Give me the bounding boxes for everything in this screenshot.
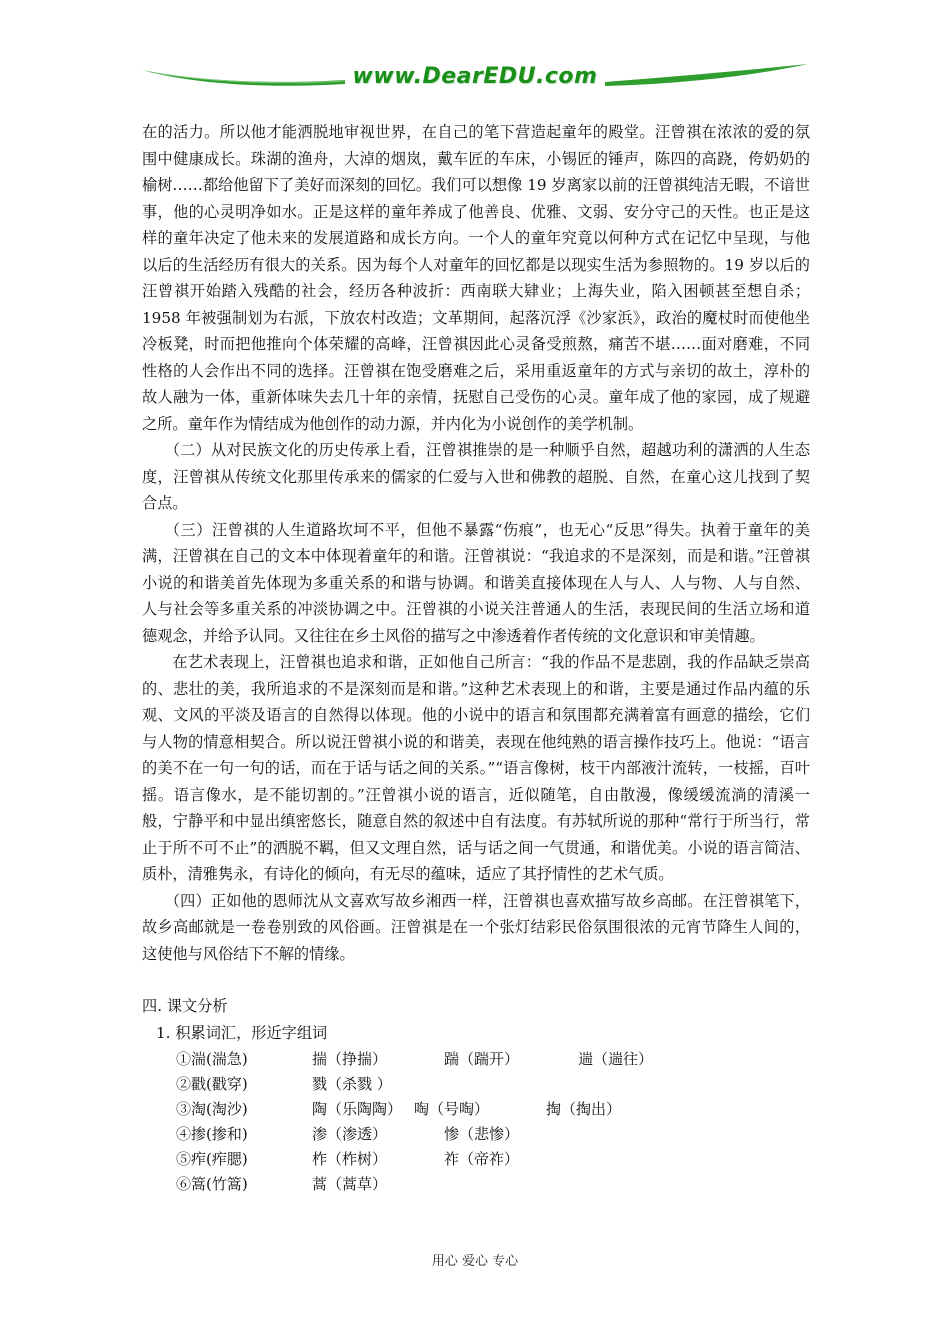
vocab-row: [142, 1146, 810, 1171]
vocab-item: 渗（渗透）: [312, 1125, 388, 1143]
vocab-row: [142, 1121, 810, 1146]
vocab-item: 踹（踹开）: [444, 1050, 520, 1068]
vocab-item: ③淘(淘沙): [176, 1100, 248, 1118]
paragraph: 在艺术表现上，汪曾祺也追求和谐，正如他自己所言：“我的作品不是悲剧，我的作品缺乏崇高的、悲壮的美，我所追求的不是深刻而是和谐。”这种艺术表现上的和谐，主要是通过作品内蕴的乐观、文风的平淡及语言的自然得以体现。他的小说中的语言和氛围都充满着富有画意的描绘，它们与人物的情意相契合。所以说汪曾祺小说的和谐美，表现在他纯熟的语言操作技巧上。他说：“语言的美不在一句一句的话，而在于话与话之间的关系。”“语言像树，枝干内部液汁流转，一枝摇，百叶摇。语言像水，是不能切割的。”汪曾祺小说的语言，近似随笔，自由散漫，像缓缓流淌的清溪一般，宁静平和中显出缜密悠长，随意自然的叙述中自有法度。有苏轼所说的那种“常行于所当行，常止于所不可不止”的洒脱不羁，但又文理自然，话与话之间一气贯通，和谐优美。小说的语言简洁、质朴，清雅隽永，有诗化的倾向，有无尽的蕴味，适应了其抒情性的艺术气质。: [142, 653, 810, 883]
paragraph: （三）汪曾祺的人生道路坎坷不平，但他不暴露“伤痕”，也无心“反思”得失。执着于童年的美满，汪曾祺在自己的文本中体现着童年的和谐。汪曾祺说：“我追求的不是深刻，而是和谐。”汪曾祺小说的和谐美首先体现为多重关系的和谐与协调。和谐美直接体现在人与人、人与物、人与自然、人与社会等多重关系的冲淡协调之中。汪曾祺的小说关注普通人的生活，表现民间的生活立场和道德观念，并给予认同。又往往在乡土风俗的描写之中渗透着作者传统的文化意识和审美情趣。: [142, 520, 810, 645]
vocab-item: 啕（号啕）: [414, 1100, 490, 1118]
vocab-item: 遄（遄往）: [578, 1050, 654, 1068]
vocab-item: ⑥篙(竹篙): [176, 1175, 248, 1193]
page-footer: 用心 爱心 专心: [431, 1254, 519, 1269]
vocab-item: ⑤痄(痄腮): [176, 1150, 248, 1168]
vocab-item: 柞（柞树）: [312, 1150, 388, 1168]
vocab-item: 祚（帝祚）: [444, 1150, 520, 1168]
vocab-row: [142, 1171, 810, 1196]
vocab-row: [142, 1046, 810, 1071]
page-header: [140, 62, 810, 102]
site-logo[interactable]: www.DearEDU.com: [352, 64, 598, 89]
vocab-item: ④掺(掺和): [176, 1125, 248, 1143]
vocab-item: 揣（挣揣）: [312, 1050, 388, 1068]
article-body: [142, 119, 810, 1196]
paragraph: 在的活力。所以他才能洒脱地审视世界，在自己的笔下营造起童年的殿堂。汪曾祺在浓浓的爱的氛围中健康成长。珠湖的渔舟，大淖的烟岚，戴车匠的车床，小锡匠的锤声，陈四的高跷，侉奶奶的榆树……都给他留下了美好而深刻的回忆。我们可以想像 19 岁离家以前的汪曾祺纯洁无暇，不谙世事，他的心灵明净如水。正是这样的童年养成了他善良、优雅、文弱、安分守己的天性。也正是这样的童年决定了他未来的发展道路和成长方向。一个人的童年究竟以何种方式在记忆中呈现，与他以后的生活经历有很大的关系。因为每个人对童年的回忆都是以现实生活为参照物的。19 岁以后的汪曾祺开始踏入残酷的社会，经历各种波折：西南联大肄业；上海失业，陷入困顿甚至想自杀；1958 年被强制划为右派，下放农村改造；文革期间，起落沉浮《沙家浜》，政治的魔杖时而使他坐冷板凳，时而把他推向个体荣耀的高峰，汪曾祺因此心灵备受煎熬，痛苦不堪……面对磨难，不同性格的人会作出不同的选择。汪曾祺在饱受磨难之后，采用重返童年的方式与亲切的故土，淳朴的故人融为一体，重新体味失去几十年的亲情，抚慰自己受伤的心灵。童年成了他的家园，成了规避之所。童年作为情结成为他创作的动力源，并内化为小说创作的美学机制。: [142, 123, 810, 433]
vocab-item: 戮（杀戮 ）: [312, 1075, 392, 1093]
vocab-row: [142, 1071, 810, 1096]
paragraph: （四）正如他的恩师沈从文喜欢写故乡湘西一样，汪曾祺也喜欢描写故乡高邮。在汪曾祺笔下，故乡高邮就是一卷卷别致的风俗画。汪曾祺是在一个张灯结彩民俗氛围很浓的元宵节降生人间的，这使他与风俗结下不解的情缘。: [142, 891, 810, 963]
vocab-item: 惨（悲惨）: [444, 1125, 520, 1143]
vocab-item: 掏（掏出）: [546, 1100, 622, 1118]
vocab-item: 蒿（蒿草）: [312, 1175, 388, 1193]
paragraph: （二）从对民族文化的历史传承上看，汪曾祺推崇的是一种顺乎自然，超越功利的潇洒的人生态度，汪曾祺从传统文化那里传承来的儒家的仁爱与入世和佛教的超脱、自然，在童心这儿找到了契合点。: [142, 441, 810, 512]
vocab-item: ②戳(戳穿): [176, 1075, 248, 1093]
vocab-item: 陶（乐陶陶）: [312, 1100, 403, 1118]
section-heading: 四. 课文分析: [142, 997, 228, 1015]
vocab-row: [142, 1096, 810, 1121]
section-subheading: 1. 积累词汇，形近字组词: [156, 1023, 328, 1042]
vocab-item: ①湍(湍急): [176, 1050, 248, 1068]
